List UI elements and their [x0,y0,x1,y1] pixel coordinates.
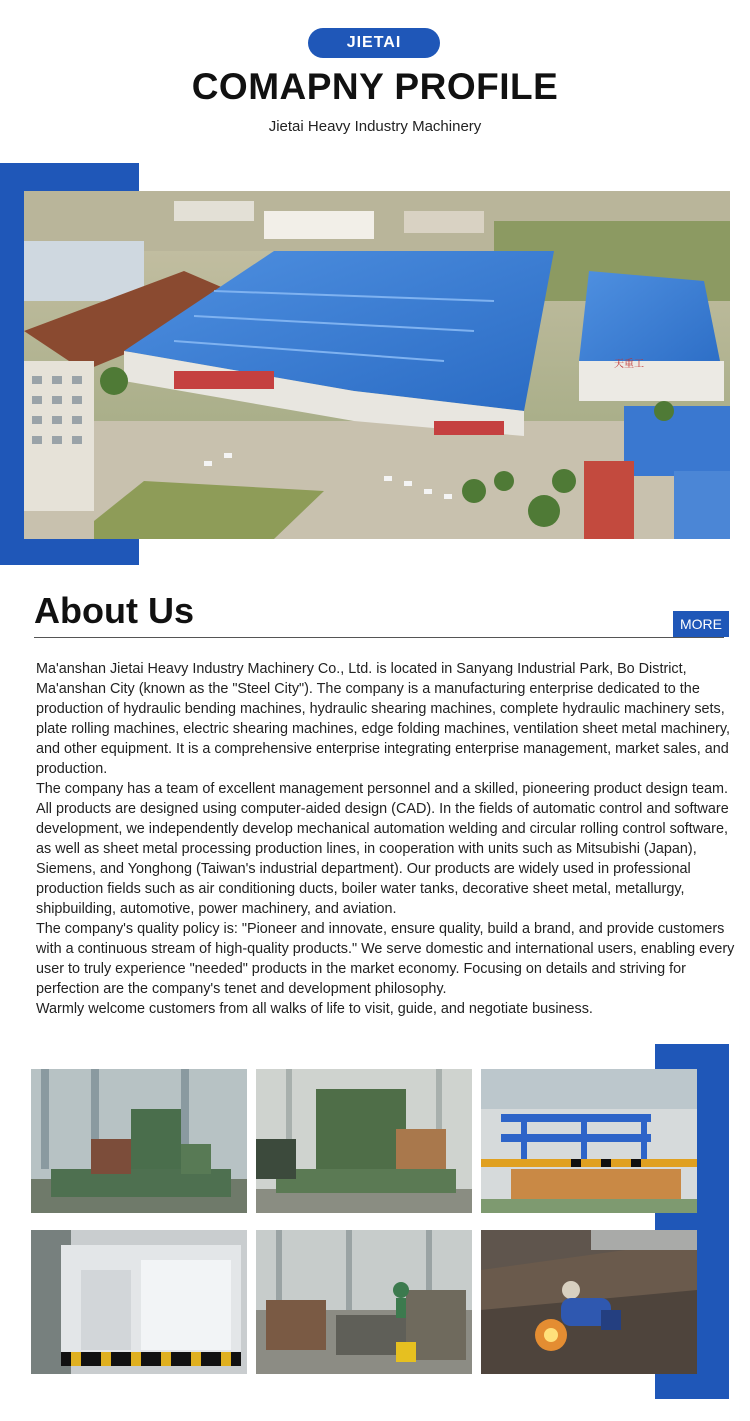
about-paragraph: The company's quality policy is: "Pioneer and innovate, ensure quality, build a brand, and provide customers with a continuous stream of high-quality products." We serve domestic and international users, enabling every user to truly experience "needed" products in the market economy. Focusing on details and striving for perfection are the company's tenet and development philosophy. [36,921,735,997]
gallery-photo-workshop [256,1230,472,1374]
about-paragraph: Warmly welcome customers from all walks of life to visit, guide, and negotiate business. [36,1001,593,1017]
page-subtitle: Jietai Heavy Industry Machinery [268,118,482,135]
gallery-photo-cutting [481,1230,697,1374]
page-title: COMAPNY PROFILE [191,66,559,107]
gallery-photo-warehouse [481,1069,697,1213]
gallery-photo-paint-booth [31,1230,247,1374]
brand-badge: JIETAI [308,28,440,58]
hero-factory-photo [24,191,730,539]
gallery-photo-machine-1 [31,1069,247,1213]
about-heading: About Us [34,590,194,631]
more-button[interactable]: MORE [673,611,729,637]
factory-sign: 天重工 [614,359,644,370]
gallery-photo-machine-2 [256,1069,472,1213]
about-body [36,659,736,1019]
about-paragraph: Ma'anshan Jietai Heavy Industry Machinery Co., Ltd. is located in Sanyang Industrial Park, Bo District, Ma'anshan City (known as the "Steel City"). The company is a manufacturing enterprise dedicated to the production of hydraulic bending machines, hydraulic shearing machines, complete hydraulic machinery sets, plate rolling machines, electric shearing machines, edge folding machines, ventilation sheet metal machinery, and other equipment. It is a comprehensive enterprise integrating enterprise management, market sales, and production. [36,661,731,777]
about-divider [34,637,724,638]
about-paragraph: The company has a team of excellent management personnel and a skilled, pioneering product design team. All products are designed using computer-aided design (CAD). In the fields of automatic control and software development, we independently develop mechanical automation welding and circular rolling control software, as well as sheet metal processing production lines, in cooperation with units such as Mitsubishi (Japan), Siemens, and Yonghong (Taiwan's industrial department). Our products are widely used in professional production fields such as air conditioning ducts, boiler water tanks, decorative sheet metal, metallurgy, shipbuilding, automotive, power machinery, and aviation. [36,781,729,917]
